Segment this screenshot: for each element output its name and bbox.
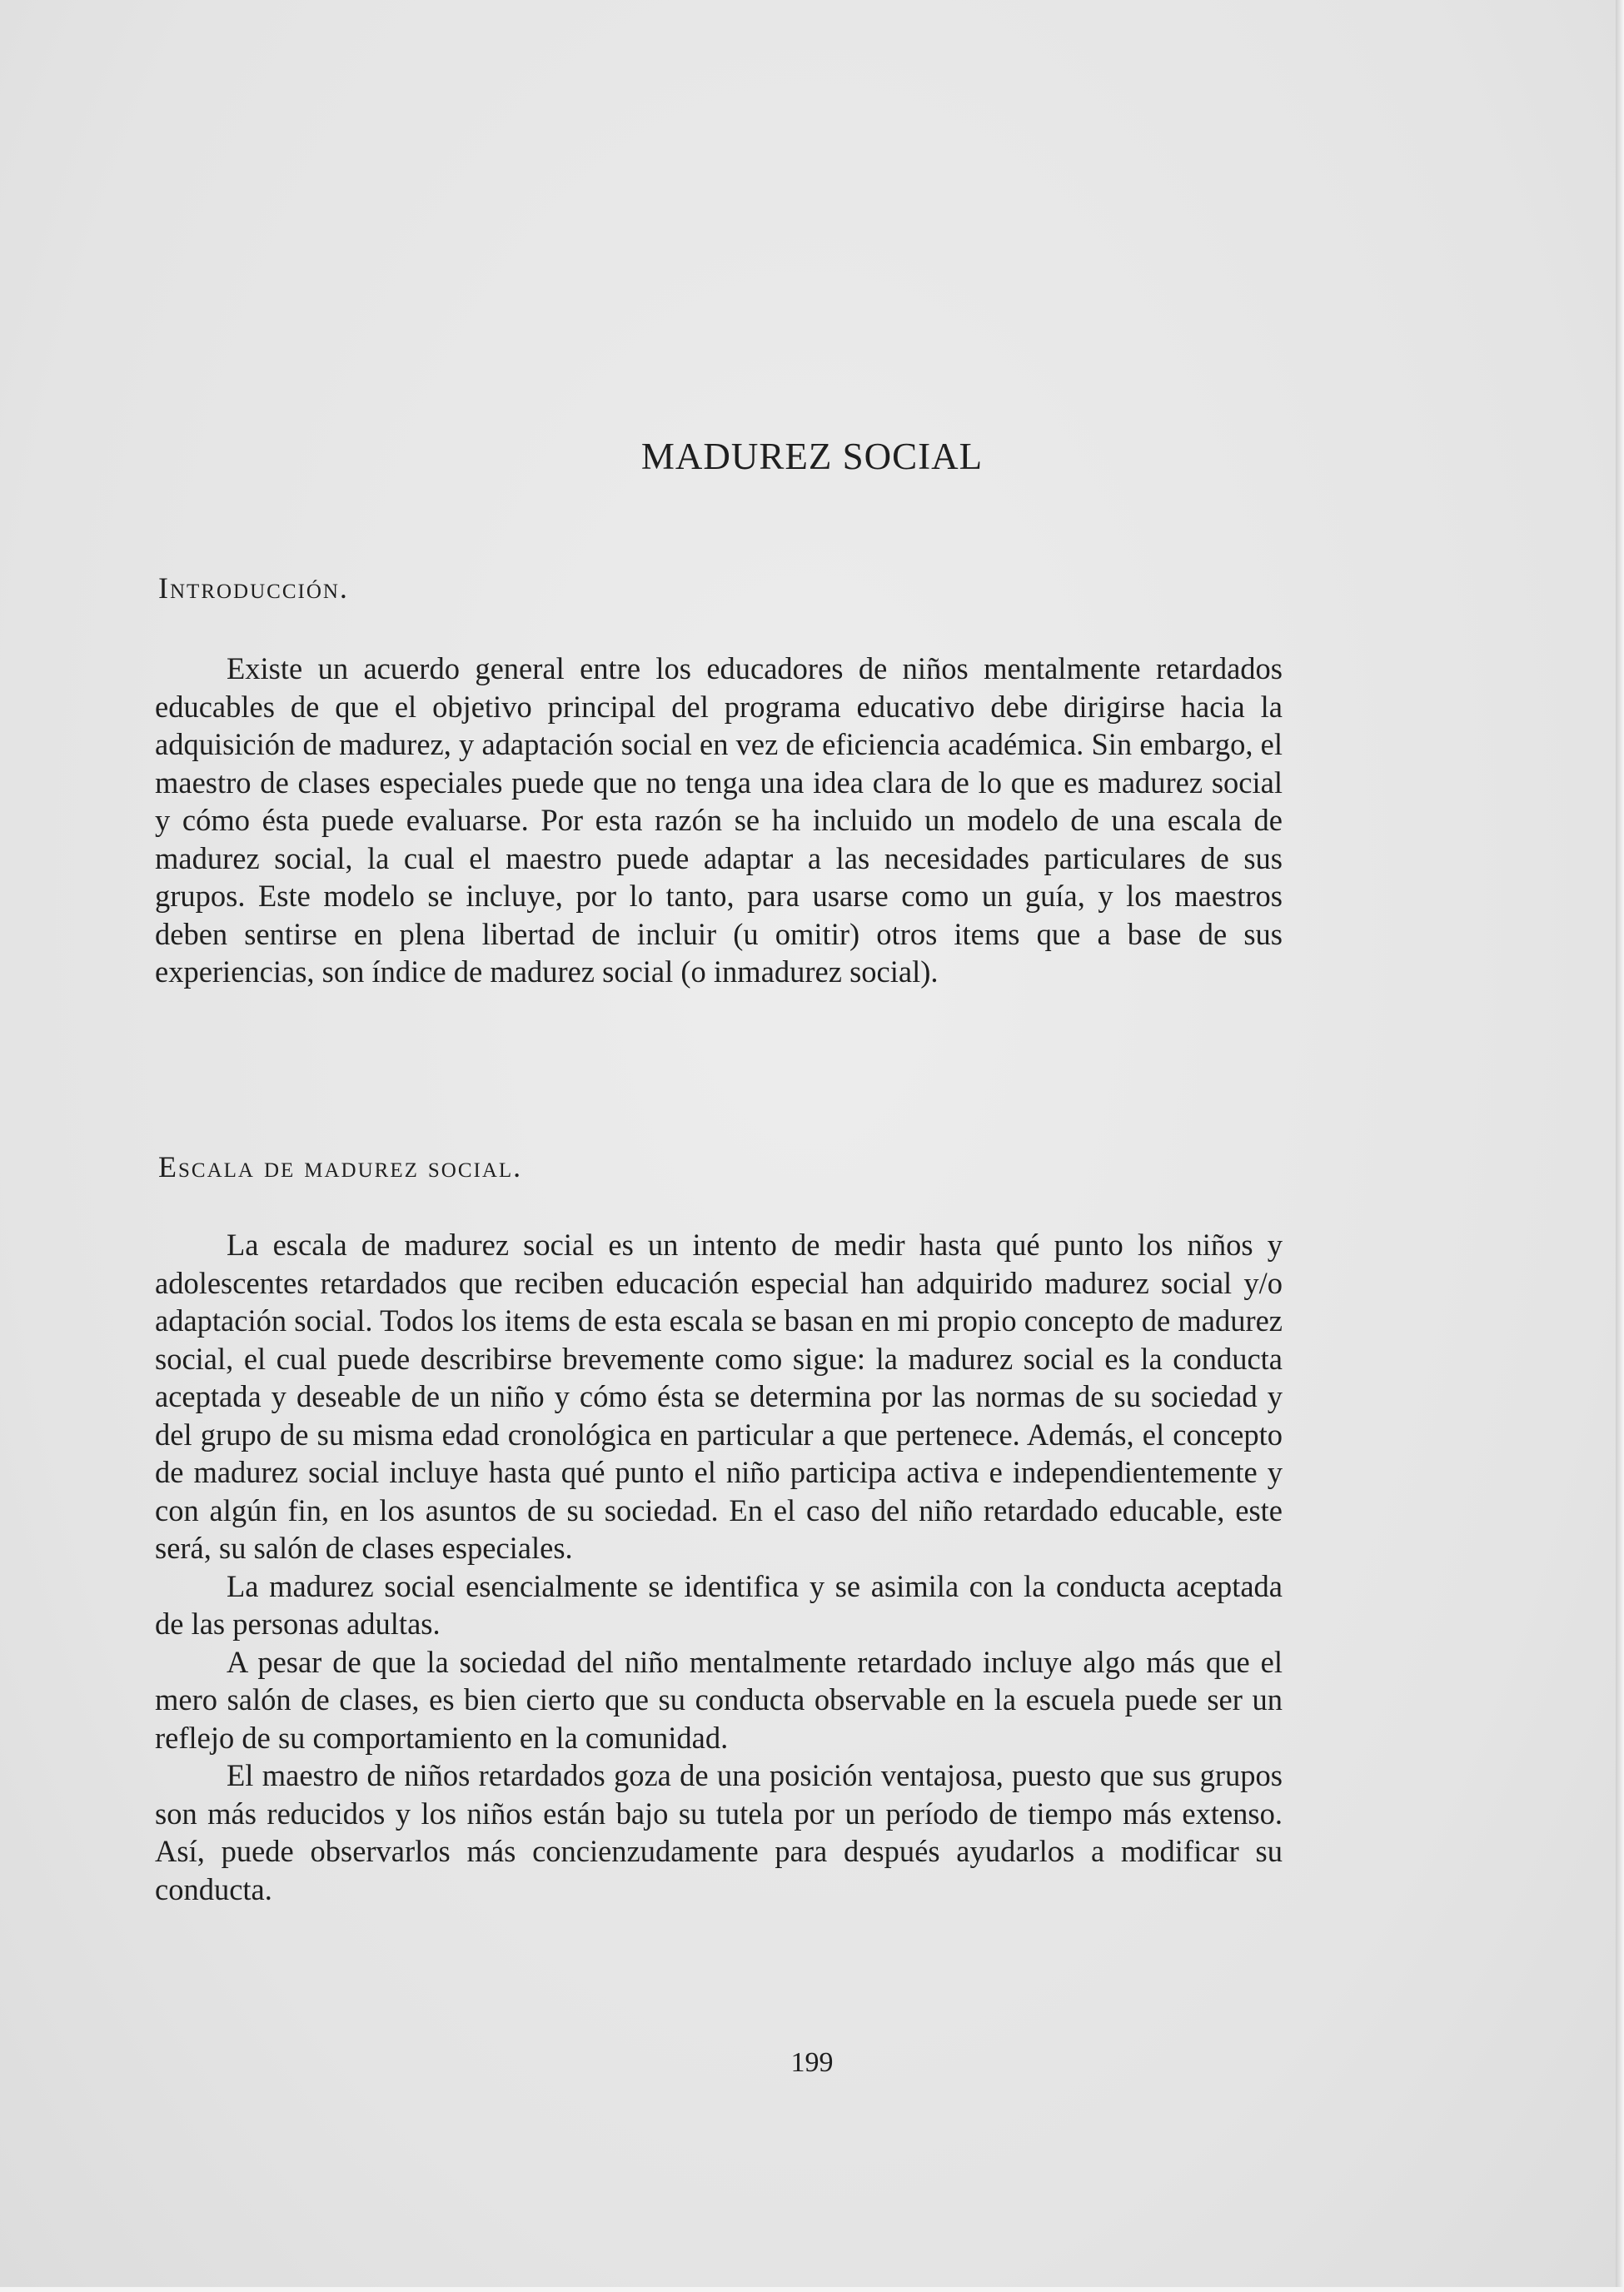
- scan-edge: [0, 2287, 1624, 2292]
- paragraph: Existe un acuerdo general entre los educadores de niños mentalmente retardados educables de que el objetivo principal del programa educativo debe dirigirse hacia la adquisición de madurez, y adaptación social en vez de eficiencia académica. Sin embargo, el maestro de clases especiales puede que no tenga una idea clara de lo que es madurez social y cómo ésta puede evaluarse. Por esta razón se ha incluido un modelo de una escala de madurez social, la cual el maestro puede adaptar a las necesidades particulares de sus grupos. Este modelo se incluye, por lo tanto, para usarse como un guía, y los maestros deben sentirse en plena libertad de incluir (u omitir) otros items que a base de sus experiencias, son índice de madurez social (o inmadurez social).: [155, 651, 1283, 989]
- page-title: MADUREZ SOCIAL: [640, 436, 984, 477]
- section-heading-escala: Escala de madurez social.: [158, 1150, 523, 1183]
- paragraph: A pesar de que la sociedad del niño mentalmente retardado incluye algo más que el mero salón de clases, es bien cierto que su conducta observable en la escuela puede ser un reflejo de su comportamiento en la comunidad.: [155, 1644, 1283, 1755]
- escala-body: [155, 1226, 1283, 1908]
- paragraph: La escala de madurez social es un intento de medir hasta qué punto los niños y adolescentes retardados que reciben educación especial han adquirido madurez social y/o adaptación social. Todos los items de esta escala se basan en mi propio concepto de madurez social, el cual puede describirse brevemente como sigue: la madurez social es la conducta aceptada y deseable de un niño y cómo ésta se determina por las normas de su sociedad y del grupo de su misma edad cronológica en particular a que pertenece. Además, el concepto de madurez social incluye hasta qué punto el niño participa activa e independientemente y con algún fin, en los asuntos de su sociedad. En el caso del niño retardado educable, este será, su salón de clases especiales.: [155, 1228, 1283, 1565]
- page-number: 199: [790, 2047, 834, 2078]
- scan-edge: [1616, 0, 1624, 2292]
- section-heading-introduccion: Introducción.: [158, 571, 349, 605]
- introduccion-body: [155, 650, 1283, 991]
- paragraph: La madurez social esencialmente se identifica y se asimila con la conducta aceptada de las personas adultas.: [155, 1568, 1283, 1641]
- paragraph: El maestro de niños retardados goza de una posición ventajosa, puesto que sus grupos son más reducidos y los niños están bajo su tutela por un período de tiempo más extenso. Así, puede observarlos más concienzudamente para después ayudarlos a modificar su conducta.: [155, 1758, 1283, 1906]
